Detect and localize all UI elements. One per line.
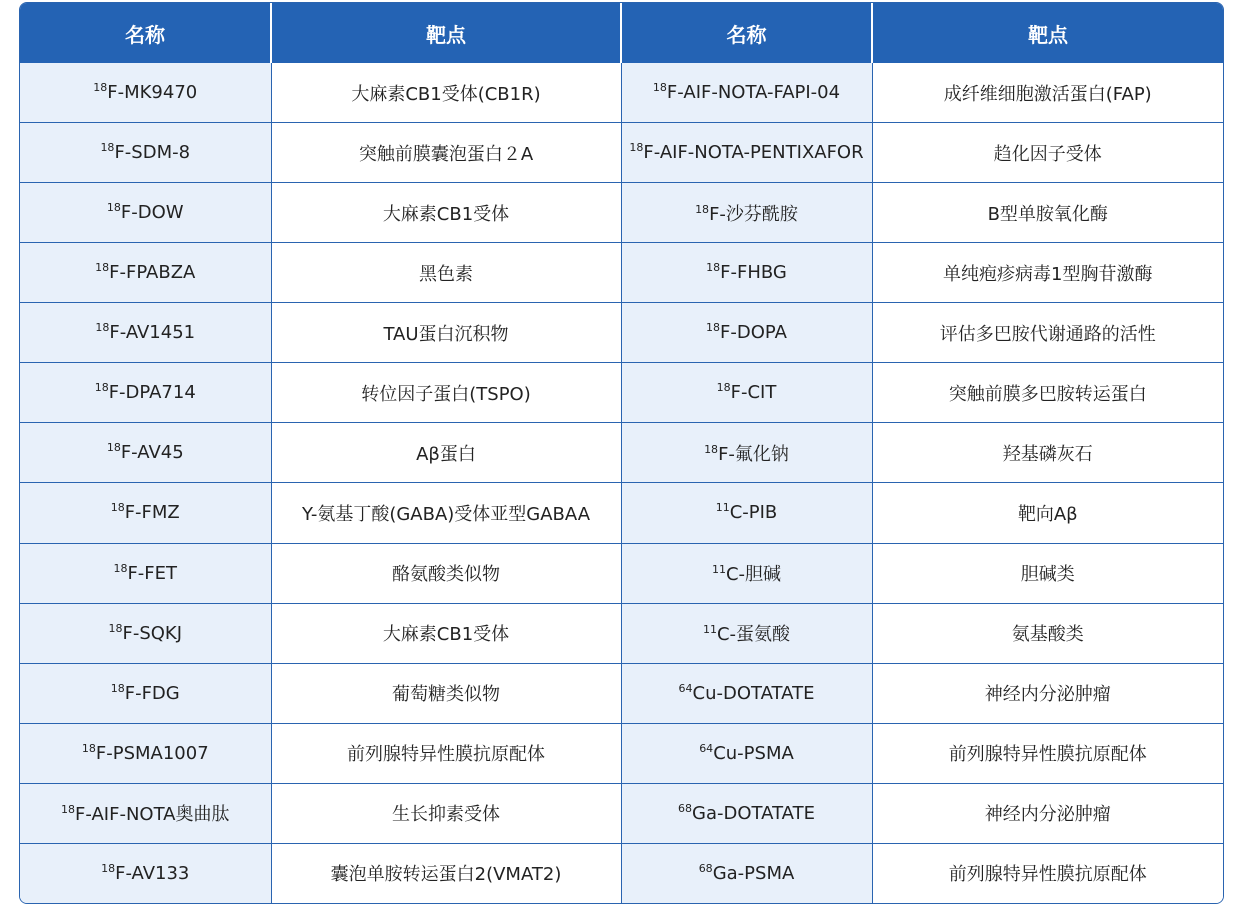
tracer-name-cell bbox=[621, 543, 872, 603]
target-cell: 酪氨酸类似物 bbox=[271, 543, 621, 603]
table-row bbox=[20, 243, 1223, 303]
target-cell: 羟基磷灰石 bbox=[872, 423, 1223, 483]
isotope-mass-number: 18 bbox=[101, 861, 116, 875]
tracer-name: F-DOPA bbox=[720, 322, 787, 344]
tracer-name-cell bbox=[621, 363, 872, 423]
table-row bbox=[20, 363, 1223, 423]
table-row bbox=[20, 63, 1223, 123]
tracer-name-cell bbox=[20, 123, 271, 183]
tracer-name-cell bbox=[621, 63, 872, 123]
isotope-mass-number: 11 bbox=[715, 501, 730, 515]
tracer-name-cell bbox=[621, 663, 872, 723]
tracer-name-cell bbox=[20, 543, 271, 603]
tracer-name-cell bbox=[621, 243, 872, 303]
tracer-name-cell bbox=[621, 423, 872, 483]
isotope-mass-number: 18 bbox=[110, 681, 125, 695]
target-cell: 成纤维细胞激活蛋白(FAP) bbox=[872, 63, 1223, 123]
header-target-1: 靶点 bbox=[271, 3, 621, 63]
isotope-mass-number: 18 bbox=[706, 261, 721, 275]
isotope-mass-number: 18 bbox=[106, 201, 121, 215]
target-cell: 趋化因子受体 bbox=[872, 123, 1223, 183]
isotope-mass-number: 68 bbox=[678, 801, 693, 815]
tracer-name: F-FDG bbox=[124, 682, 180, 704]
tracer-name: F-DPA714 bbox=[108, 382, 196, 404]
tracer-name-cell bbox=[20, 723, 271, 783]
tracer-name: F-DOW bbox=[120, 202, 184, 224]
tracer-name: F-AIF-NOTA奥曲肽 bbox=[75, 804, 230, 826]
target-cell: 转位因子蛋白(TSPO) bbox=[271, 363, 621, 423]
isotope-mass-number: 18 bbox=[81, 741, 96, 755]
isotope-mass-number: 18 bbox=[106, 441, 121, 455]
tracer-name-cell bbox=[20, 843, 271, 903]
tracer-name: F-沙芬酰胺 bbox=[709, 203, 798, 225]
target-cell: 神经内分泌肿瘤 bbox=[872, 783, 1223, 843]
target-cell: 葡萄糖类似物 bbox=[271, 663, 621, 723]
tracer-name-cell bbox=[621, 723, 872, 783]
target-cell: 囊泡单胺转运蛋白2(VMAT2) bbox=[271, 843, 621, 903]
tracer-name-cell bbox=[20, 63, 271, 123]
tracer-name: F-FHBG bbox=[720, 262, 787, 284]
target-cell: 前列腺特异性膜抗原配体 bbox=[872, 843, 1223, 903]
tracer-name: F-AV1451 bbox=[109, 322, 196, 344]
target-cell: Aβ蛋白 bbox=[271, 423, 621, 483]
header-name-2: 名称 bbox=[621, 3, 872, 63]
tracer-name: F-AV45 bbox=[120, 442, 184, 464]
isotope-mass-number: 18 bbox=[704, 442, 719, 456]
table-body bbox=[20, 63, 1223, 903]
table-row bbox=[20, 603, 1223, 663]
isotope-mass-number: 18 bbox=[61, 803, 76, 817]
tracer-name-cell bbox=[621, 123, 872, 183]
isotope-mass-number: 18 bbox=[110, 501, 125, 515]
target-cell: 大麻素CB1受体 bbox=[271, 603, 621, 663]
table-row bbox=[20, 423, 1223, 483]
tracer-name: F-FPABZA bbox=[109, 262, 196, 284]
tracer-name: F-CIT bbox=[730, 382, 777, 404]
tracer-name-cell bbox=[20, 783, 271, 843]
tracer-name-cell bbox=[20, 663, 271, 723]
table-row bbox=[20, 123, 1223, 183]
tracer-name-cell bbox=[621, 303, 872, 363]
tracer-name-cell bbox=[20, 183, 271, 243]
isotope-mass-number: 68 bbox=[698, 861, 713, 875]
tracer-name: F-氟化钠 bbox=[718, 443, 789, 465]
target-cell: 胆碱类 bbox=[872, 543, 1223, 603]
target-cell: 前列腺特异性膜抗原配体 bbox=[271, 723, 621, 783]
tracer-name-cell bbox=[621, 183, 872, 243]
isotope-mass-number: 18 bbox=[706, 321, 721, 335]
tracer-name: C-胆碱 bbox=[725, 564, 782, 586]
table-row bbox=[20, 723, 1223, 783]
isotope-mass-number: 18 bbox=[94, 381, 109, 395]
tracer-name: F-FET bbox=[127, 562, 178, 584]
target-cell: TAU蛋白沉积物 bbox=[271, 303, 621, 363]
isotope-mass-number: 18 bbox=[695, 202, 710, 216]
tracer-name-cell bbox=[20, 303, 271, 363]
table-row bbox=[20, 483, 1223, 543]
tracer-target-table bbox=[20, 3, 1223, 903]
target-cell: 生长抑素受体 bbox=[271, 783, 621, 843]
tracer-name-cell bbox=[20, 423, 271, 483]
tracer-name-cell bbox=[20, 483, 271, 543]
tracer-name-cell bbox=[621, 783, 872, 843]
isotope-mass-number: 18 bbox=[100, 141, 115, 155]
tracer-name-cell bbox=[621, 843, 872, 903]
isotope-mass-number: 18 bbox=[629, 141, 644, 155]
target-cell: 单纯疱疹病毒1型胸苷激酶 bbox=[872, 243, 1223, 303]
tracer-table-container bbox=[19, 2, 1224, 904]
tracer-name: Ga-PSMA bbox=[712, 862, 795, 884]
header-name-1: 名称 bbox=[20, 3, 271, 63]
tracer-name: F-MK9470 bbox=[107, 82, 198, 104]
table-row bbox=[20, 843, 1223, 903]
table-row bbox=[20, 183, 1223, 243]
tracer-name: F-AIF-NOTA-PENTIXAFOR bbox=[643, 142, 864, 164]
target-cell: 氨基酸类 bbox=[872, 603, 1223, 663]
tracer-name-cell bbox=[621, 483, 872, 543]
tracer-name: F-AV133 bbox=[115, 862, 190, 884]
isotope-mass-number: 18 bbox=[716, 381, 731, 395]
isotope-mass-number: 64 bbox=[699, 741, 714, 755]
target-cell: 神经内分泌肿瘤 bbox=[872, 663, 1223, 723]
isotope-mass-number: 18 bbox=[113, 561, 128, 575]
target-cell: 大麻素CB1受体(CB1R) bbox=[271, 63, 621, 123]
isotope-mass-number: 11 bbox=[702, 623, 717, 637]
tracer-name: Cu-DOTATATE bbox=[692, 682, 815, 704]
table-row bbox=[20, 783, 1223, 843]
target-cell: 靶向Aβ bbox=[872, 483, 1223, 543]
isotope-mass-number: 64 bbox=[678, 681, 693, 695]
table-header-row bbox=[20, 3, 1223, 63]
isotope-mass-number: 18 bbox=[652, 81, 667, 95]
tracer-name-cell bbox=[20, 363, 271, 423]
target-cell: 突触前膜多巴胺转运蛋白 bbox=[872, 363, 1223, 423]
isotope-mass-number: 18 bbox=[108, 621, 123, 635]
target-cell: B型单胺氧化酶 bbox=[872, 183, 1223, 243]
target-cell: 黑色素 bbox=[271, 243, 621, 303]
isotope-mass-number: 11 bbox=[711, 563, 726, 577]
tracer-name: Cu-PSMA bbox=[713, 742, 794, 764]
tracer-name: C-蛋氨酸 bbox=[716, 624, 791, 646]
tracer-name: F-SQKJ bbox=[122, 622, 183, 644]
target-cell: 突触前膜囊泡蛋白２A bbox=[271, 123, 621, 183]
header-target-2: 靶点 bbox=[872, 3, 1223, 63]
tracer-name-cell bbox=[20, 603, 271, 663]
tracer-name-cell bbox=[20, 243, 271, 303]
target-cell: 大麻素CB1受体 bbox=[271, 183, 621, 243]
isotope-mass-number: 18 bbox=[95, 321, 110, 335]
isotope-mass-number: 18 bbox=[93, 81, 108, 95]
tracer-name: C-PIB bbox=[729, 502, 778, 524]
tracer-name: F-FMZ bbox=[124, 502, 180, 524]
tracer-name: F-AIF-NOTA-FAPI-04 bbox=[666, 82, 841, 104]
table-row bbox=[20, 543, 1223, 603]
target-cell: 前列腺特异性膜抗原配体 bbox=[872, 723, 1223, 783]
tracer-name: F-PSMA1007 bbox=[95, 742, 209, 764]
tracer-name: Ga-DOTATATE bbox=[692, 802, 815, 824]
isotope-mass-number: 18 bbox=[95, 261, 110, 275]
table-row bbox=[20, 663, 1223, 723]
table-row bbox=[20, 303, 1223, 363]
target-cell: 评估多巴胺代谢通路的活性 bbox=[872, 303, 1223, 363]
tracer-name-cell bbox=[621, 603, 872, 663]
tracer-name: F-SDM-8 bbox=[114, 142, 191, 164]
target-cell: Y-氨基丁酸(GABA)受体亚型GABAA bbox=[271, 483, 621, 543]
